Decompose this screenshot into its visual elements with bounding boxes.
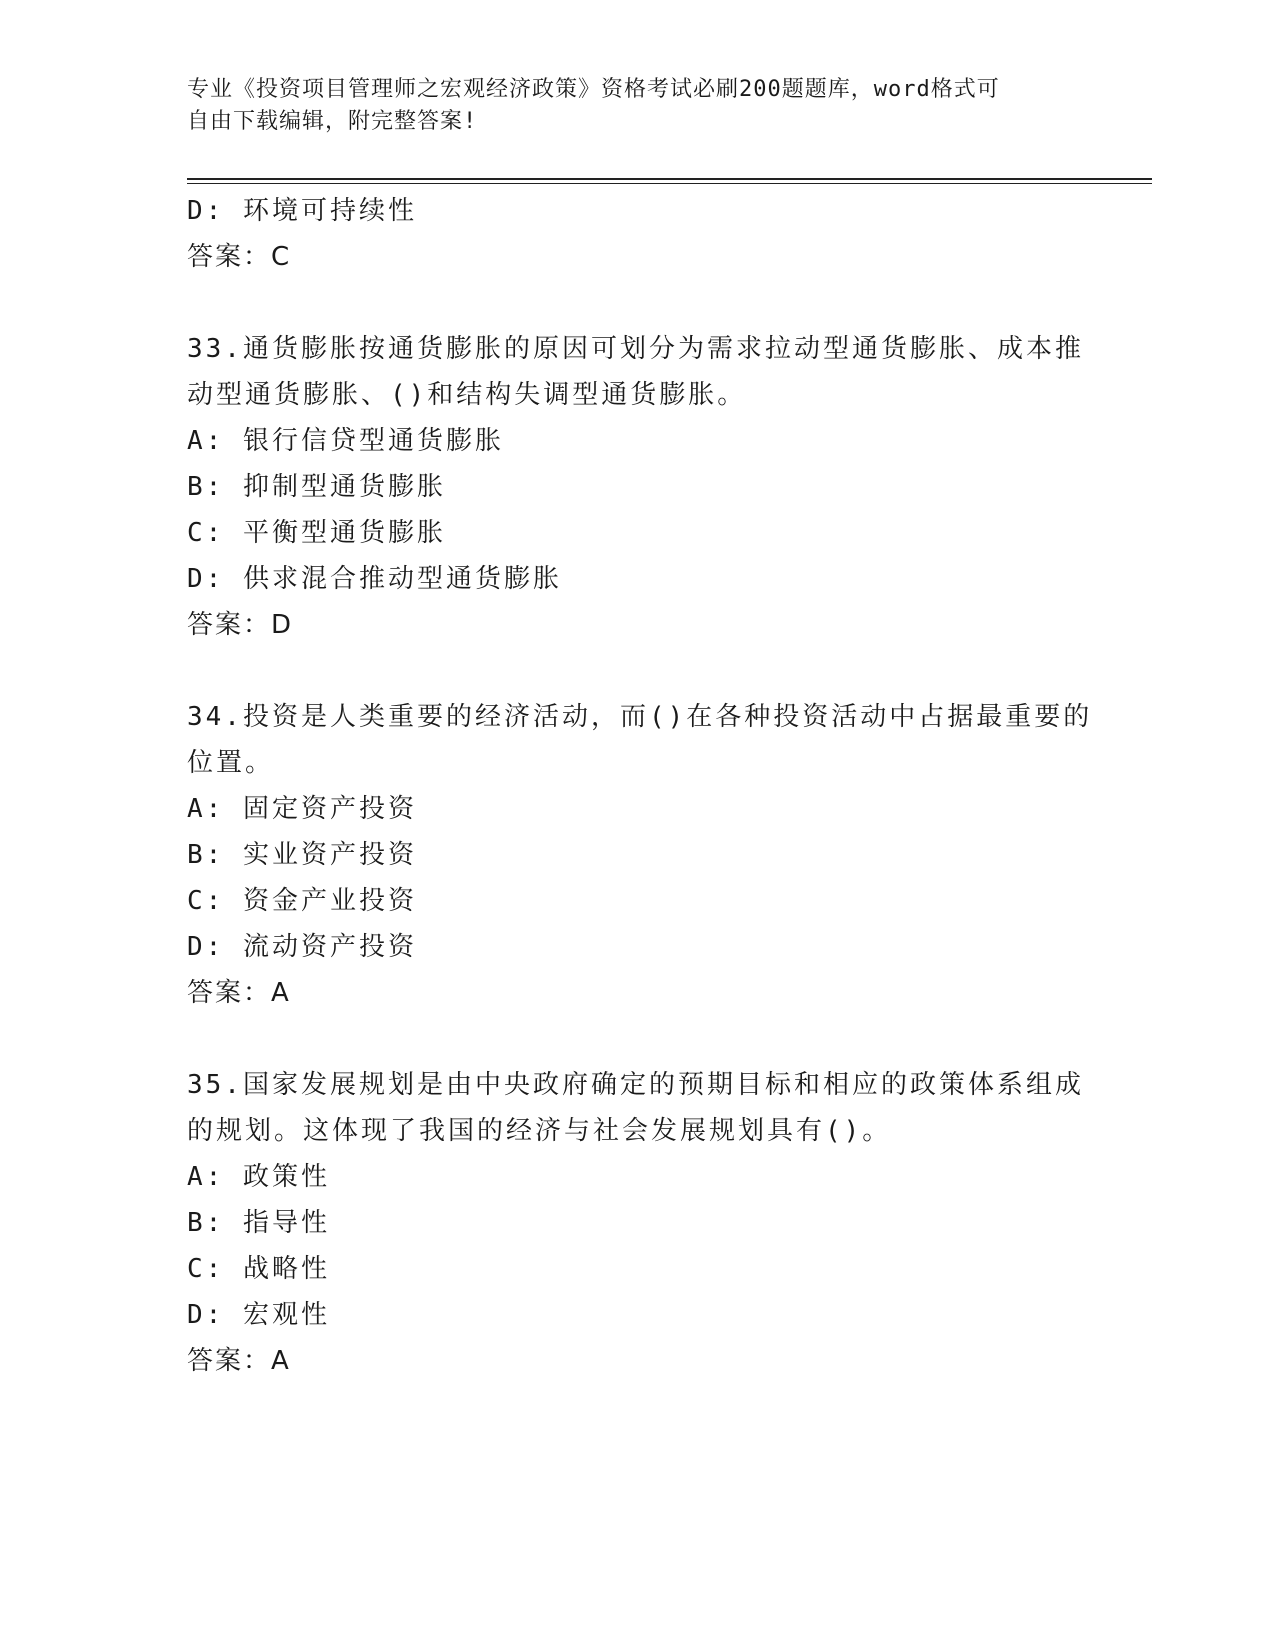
header-divider-thick: [187, 178, 1152, 180]
header-line-2: 自由下载编辑，附完整答案!: [187, 109, 478, 134]
answer: 答案：C: [187, 242, 292, 272]
question-list: [187, 188, 1093, 1384]
option-d: D: 供求混合推动型通货膨胀: [187, 564, 562, 594]
question-33: [187, 326, 1087, 648]
answer: 答案：A: [187, 978, 291, 1008]
option-b: B: 抑制型通货膨胀: [187, 472, 446, 502]
answer: 答案：A: [187, 1346, 291, 1376]
option-d: D: 宏观性: [187, 1300, 330, 1330]
option-a: A: 固定资产投资: [187, 794, 417, 824]
question-35: [187, 1062, 1087, 1384]
header-line-1: 专业《投资项目管理师之宏观经济政策》资格考试必刷200题题库，word格式可: [187, 77, 1000, 102]
question-stem: 位置。: [187, 748, 275, 778]
option-d: D: 环境可持续性: [187, 196, 417, 226]
question-stem: 34.投资是人类重要的经济活动，而()在各种投资活动中占据最重要的: [187, 702, 1093, 732]
option-a: A: 银行信贷型通货膨胀: [187, 426, 504, 456]
question-32-continued: [187, 188, 1087, 280]
option-c: C: 平衡型通货膨胀: [187, 518, 446, 548]
question-stem: 33.通货膨胀按通货膨胀的原因可划分为需求拉动型通货膨胀、成本推: [187, 334, 1084, 364]
question-34: [187, 694, 1093, 1016]
question-stem: 35.国家发展规划是由中央政府确定的预期目标和相应的政策体系组成: [187, 1070, 1084, 1100]
answer: 答案：D: [187, 610, 294, 640]
header-divider-thin: [187, 183, 1152, 184]
spacer: [187, 648, 1087, 694]
option-c: C: 资金产业投资: [187, 886, 417, 916]
question-stem: 动型通货膨胀、()和结构失调型通货膨胀。: [187, 380, 747, 410]
option-b: B: 指导性: [187, 1208, 330, 1238]
option-b: B: 实业资产投资: [187, 840, 417, 870]
spacer: [187, 280, 1087, 326]
option-a: A: 政策性: [187, 1162, 330, 1192]
question-stem: 的规划。这体现了我国的经济与社会发展规划具有()。: [187, 1116, 892, 1146]
option-c: C: 战略性: [187, 1254, 330, 1284]
spacer: [187, 1016, 1087, 1062]
document-header: [187, 74, 1067, 138]
option-d: D: 流动资产投资: [187, 932, 417, 962]
